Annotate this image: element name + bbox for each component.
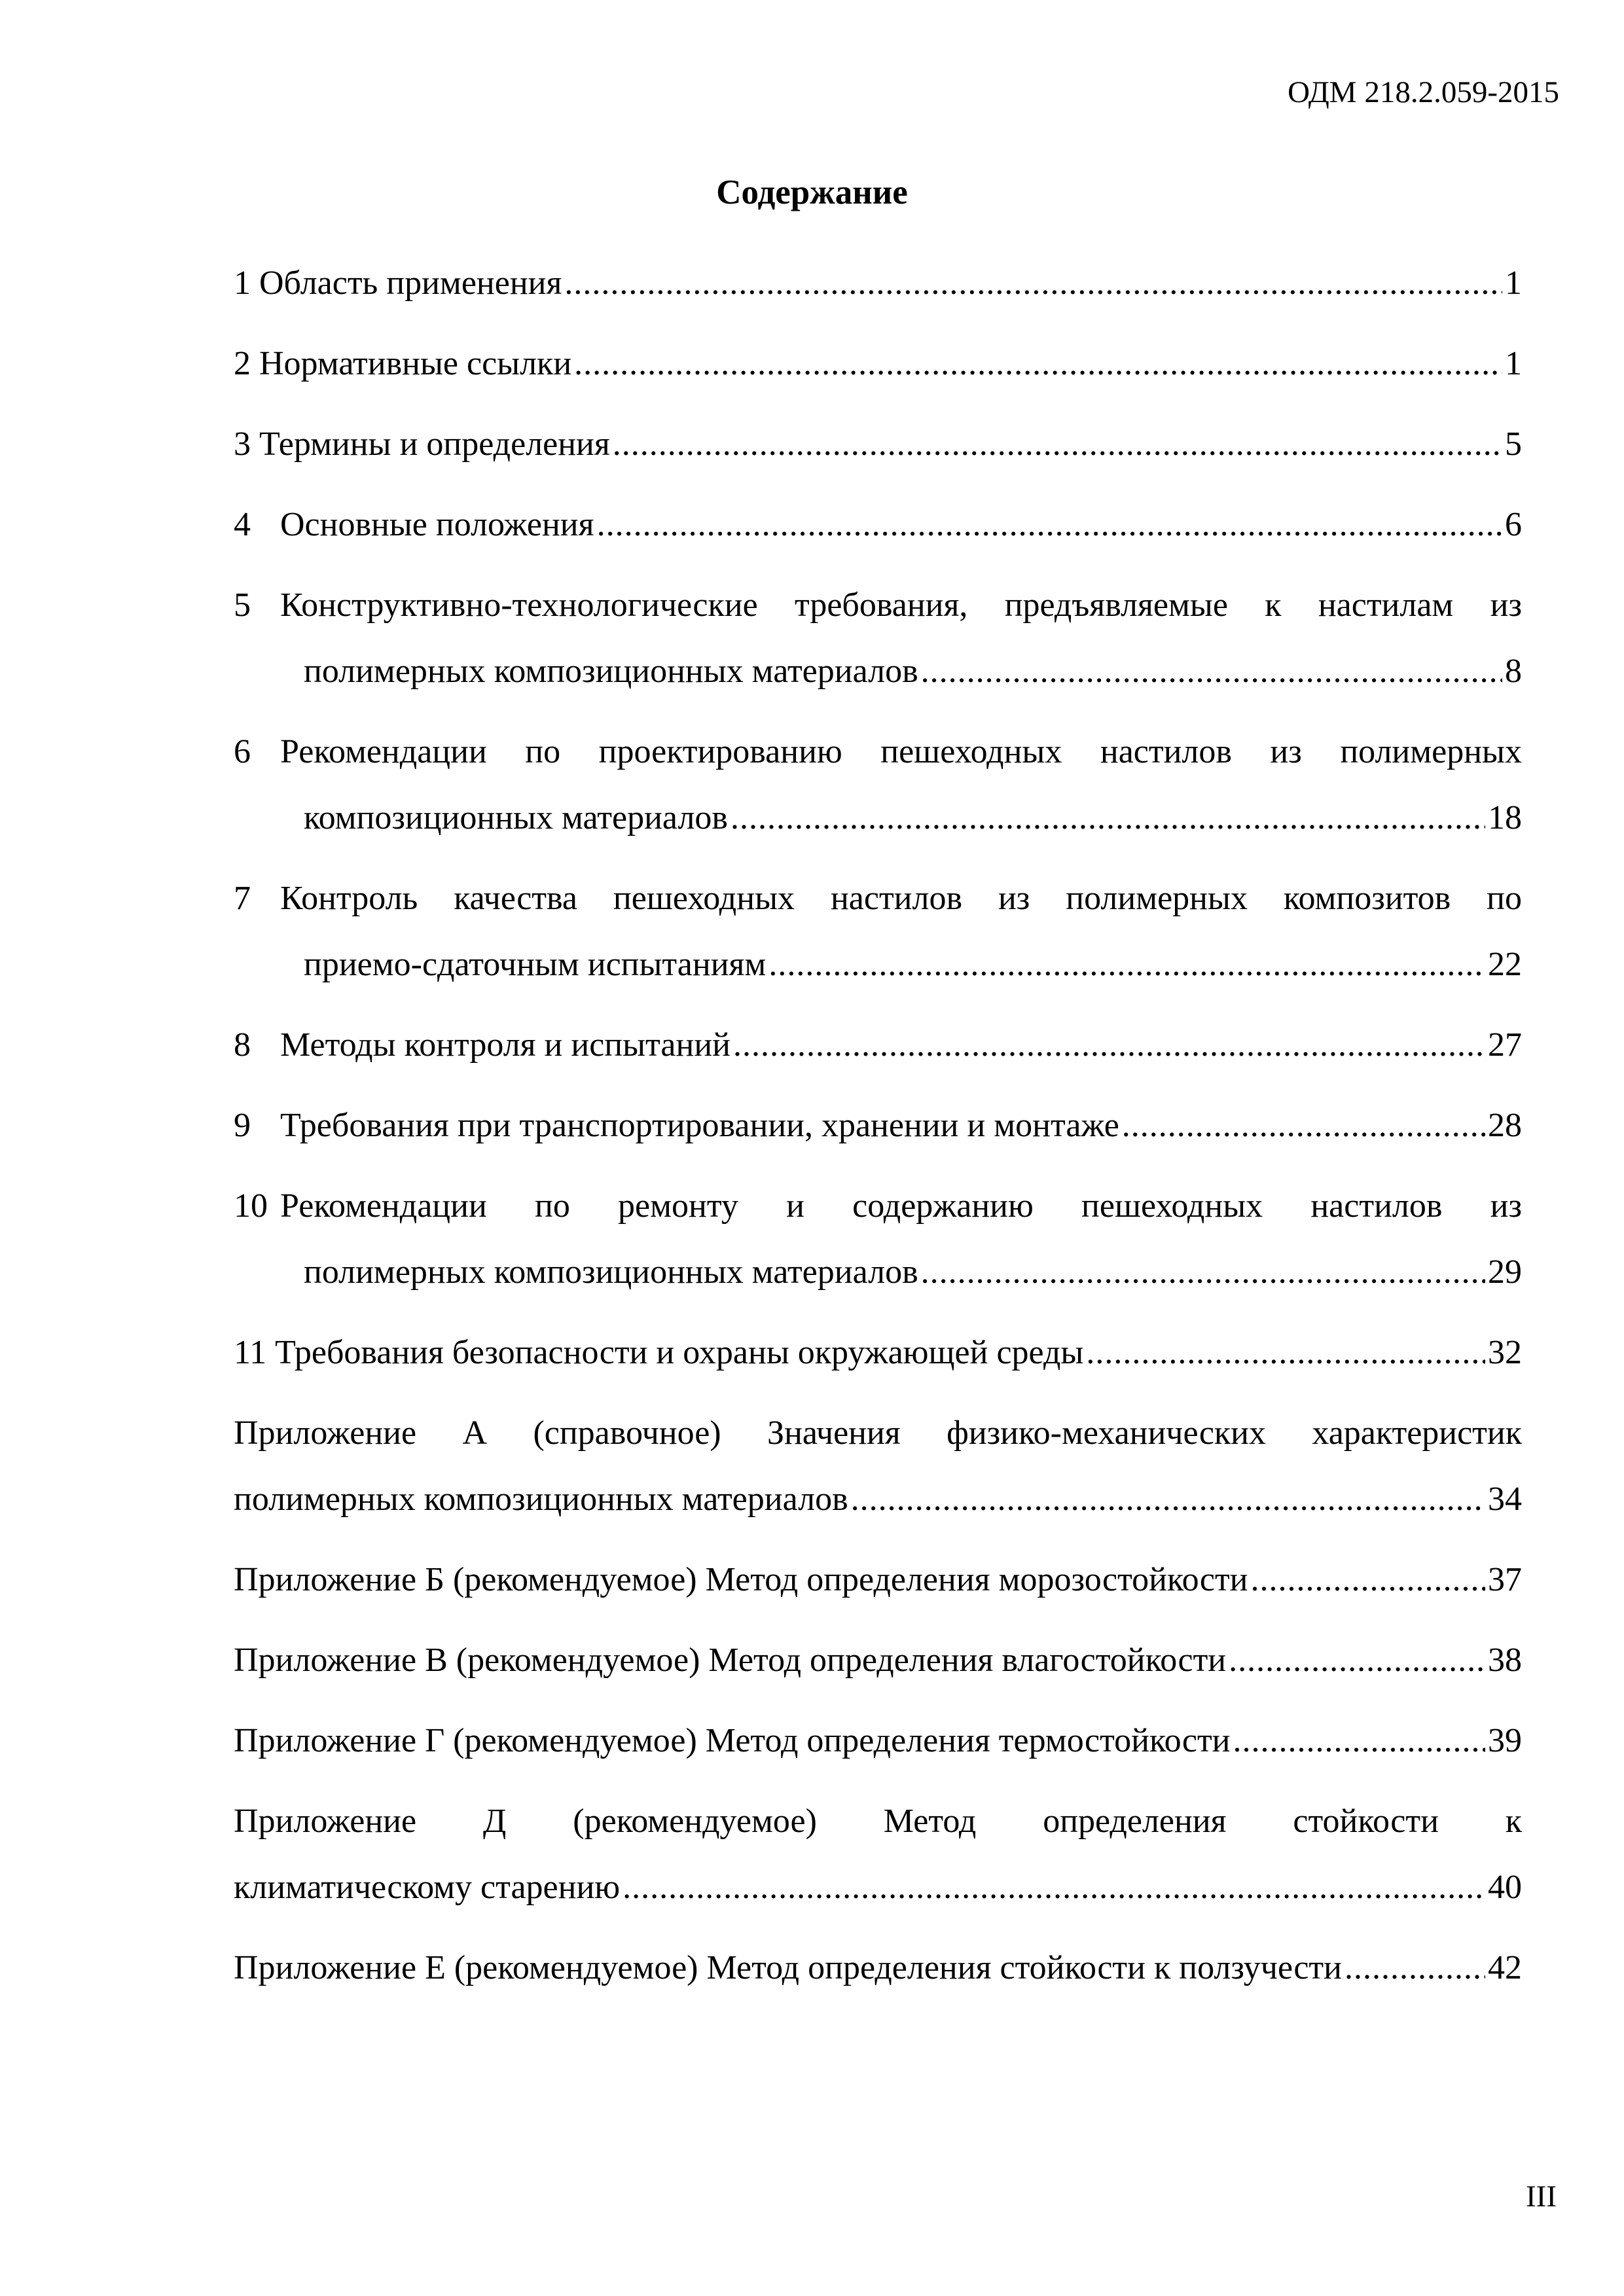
toc-entry[interactable]: [234, 1319, 1522, 1386]
toc-entry-text: 3 Термины и определения: [234, 425, 610, 463]
toc-entry-text: Приложение Б (рекомендуемое) Метод определения морозостойкости: [234, 1561, 1248, 1598]
leader-dots: [1229, 1627, 1485, 1693]
leader-dots: [613, 411, 1502, 477]
table-of-contents: [234, 250, 1522, 2001]
toc-entry-page: 40: [1488, 1869, 1522, 1906]
leader-dots: [731, 785, 1485, 851]
leader-dots: [921, 638, 1502, 704]
toc-entry-appendix[interactable]: [234, 1547, 1522, 1613]
leader-dots: [1122, 1092, 1485, 1158]
toc-entry-page: 18: [1488, 799, 1522, 836]
toc-entry[interactable]: [234, 572, 1522, 704]
leader-dots: [921, 1239, 1485, 1305]
toc-entry-text: Требования при транспортировании, хранении и монтаже: [280, 1107, 1119, 1144]
toc-entry[interactable]: [234, 719, 1522, 851]
leader-dots: [1344, 1935, 1485, 2001]
toc-entry[interactable]: [234, 1173, 1522, 1305]
toc-entry-page: 34: [1488, 1480, 1522, 1518]
toc-entry-page: 1: [1505, 345, 1522, 382]
toc-title: Содержание: [716, 173, 908, 211]
toc-entry-text: 2 Нормативные ссылки: [234, 345, 572, 382]
document-code: ОДМ 218.2.059-2015: [1288, 75, 1559, 109]
toc-entry-page: 28: [1488, 1107, 1522, 1144]
toc-entry-text: Конструктивно-технологические требования, предъявляемые к настилам из: [280, 586, 1522, 624]
toc-entry-text: Основные положения: [280, 506, 594, 543]
page-number: III: [1526, 2179, 1557, 2214]
toc-entry-page: 37: [1488, 1561, 1522, 1598]
toc-entry[interactable]: [234, 250, 1522, 316]
toc-entry-page: 39: [1488, 1722, 1522, 1759]
toc-entry-text: Контроль качества пешеходных настилов из полимерных композитов по: [280, 880, 1522, 917]
leader-dots: [1086, 1319, 1485, 1386]
toc-entry-text: Приложение Д (рекомендуемое) Метод определения стойкости к: [234, 1803, 1522, 1840]
toc-entry-text: Рекомендации по ремонту и содержанию пешеходных настилов из: [280, 1187, 1522, 1225]
toc-entry-text: 1 Область применения: [234, 264, 562, 302]
toc-entry[interactable]: [234, 331, 1522, 397]
toc-entry-page: 29: [1488, 1253, 1522, 1291]
toc-entry-text: Методы контроля и испытаний: [280, 1026, 731, 1064]
toc-entry-page: 8: [1505, 653, 1522, 690]
toc-entry-text-continued: приемо-сдаточным испытаниям: [304, 946, 767, 983]
toc-entry-page: 6: [1505, 506, 1522, 543]
toc-entry-page: 5: [1505, 425, 1522, 463]
toc-entry-text: Приложение Е (рекомендуемое) Метод определения стойкости к ползучести: [234, 1949, 1342, 1986]
toc-entry-text-continued: климатическому старению: [234, 1869, 621, 1906]
toc-entry-number: 10: [234, 1187, 268, 1225]
toc-entry[interactable]: [234, 492, 1522, 558]
leader-dots: [1233, 1708, 1486, 1774]
toc-entry[interactable]: [234, 1092, 1522, 1158]
toc-entry[interactable]: [234, 1012, 1522, 1078]
toc-entry-text-continued: полимерных композиционных материалов: [234, 1480, 848, 1518]
toc-entry-number: 7: [234, 880, 251, 917]
leader-dots: [1251, 1547, 1485, 1613]
toc-entry-text-continued: композиционных материалов: [304, 799, 728, 836]
leader-dots: [597, 492, 1502, 558]
toc-entry-appendix[interactable]: [234, 1400, 1522, 1532]
toc-entry-page: 42: [1488, 1949, 1522, 1986]
toc-entry-page: 38: [1488, 1641, 1522, 1679]
toc-entry-appendix[interactable]: [234, 1708, 1522, 1774]
toc-entry-page: 27: [1488, 1026, 1522, 1064]
toc-entry-text-continued: полимерных композиционных материалов: [304, 653, 918, 690]
toc-entry-number: 8: [234, 1026, 251, 1064]
toc-entry-text: Рекомендации по проектированию пешеходных настилов из полимерных: [280, 733, 1522, 770]
leader-dots: [564, 250, 1502, 316]
toc-entry-number: 5: [234, 586, 251, 624]
toc-entry[interactable]: [234, 411, 1522, 477]
toc-entry-appendix[interactable]: [234, 1627, 1522, 1693]
toc-entry-appendix[interactable]: [234, 1788, 1522, 1920]
leader-dots: [623, 1854, 1485, 1920]
toc-entry-number: 4: [234, 506, 251, 543]
toc-entry-text: Приложение В (рекомендуемое) Метод определения влагостойкости: [234, 1641, 1227, 1679]
toc-entry-text-continued: полимерных композиционных материалов: [304, 1253, 918, 1291]
toc-entry-number: 9: [234, 1107, 251, 1144]
leader-dots: [574, 331, 1502, 397]
toc-entry-number: 6: [234, 733, 251, 770]
toc-entry-text: 11 Требования безопасности и охраны окружающей среды: [234, 1334, 1084, 1371]
toc-entry-appendix[interactable]: [234, 1935, 1522, 2001]
toc-entry-page: 22: [1488, 946, 1522, 983]
toc-entry[interactable]: [234, 865, 1522, 997]
toc-entry-text: Приложение Г (рекомендуемое) Метод определения термостойкости: [234, 1722, 1231, 1759]
toc-entry-text: Приложение А (справочное) Значения физико-механических характеристик: [234, 1414, 1522, 1452]
toc-entry-page: 32: [1488, 1334, 1522, 1371]
toc-entry-page: 1: [1505, 264, 1522, 302]
leader-dots: [733, 1012, 1485, 1078]
leader-dots: [768, 931, 1485, 997]
leader-dots: [851, 1466, 1485, 1532]
